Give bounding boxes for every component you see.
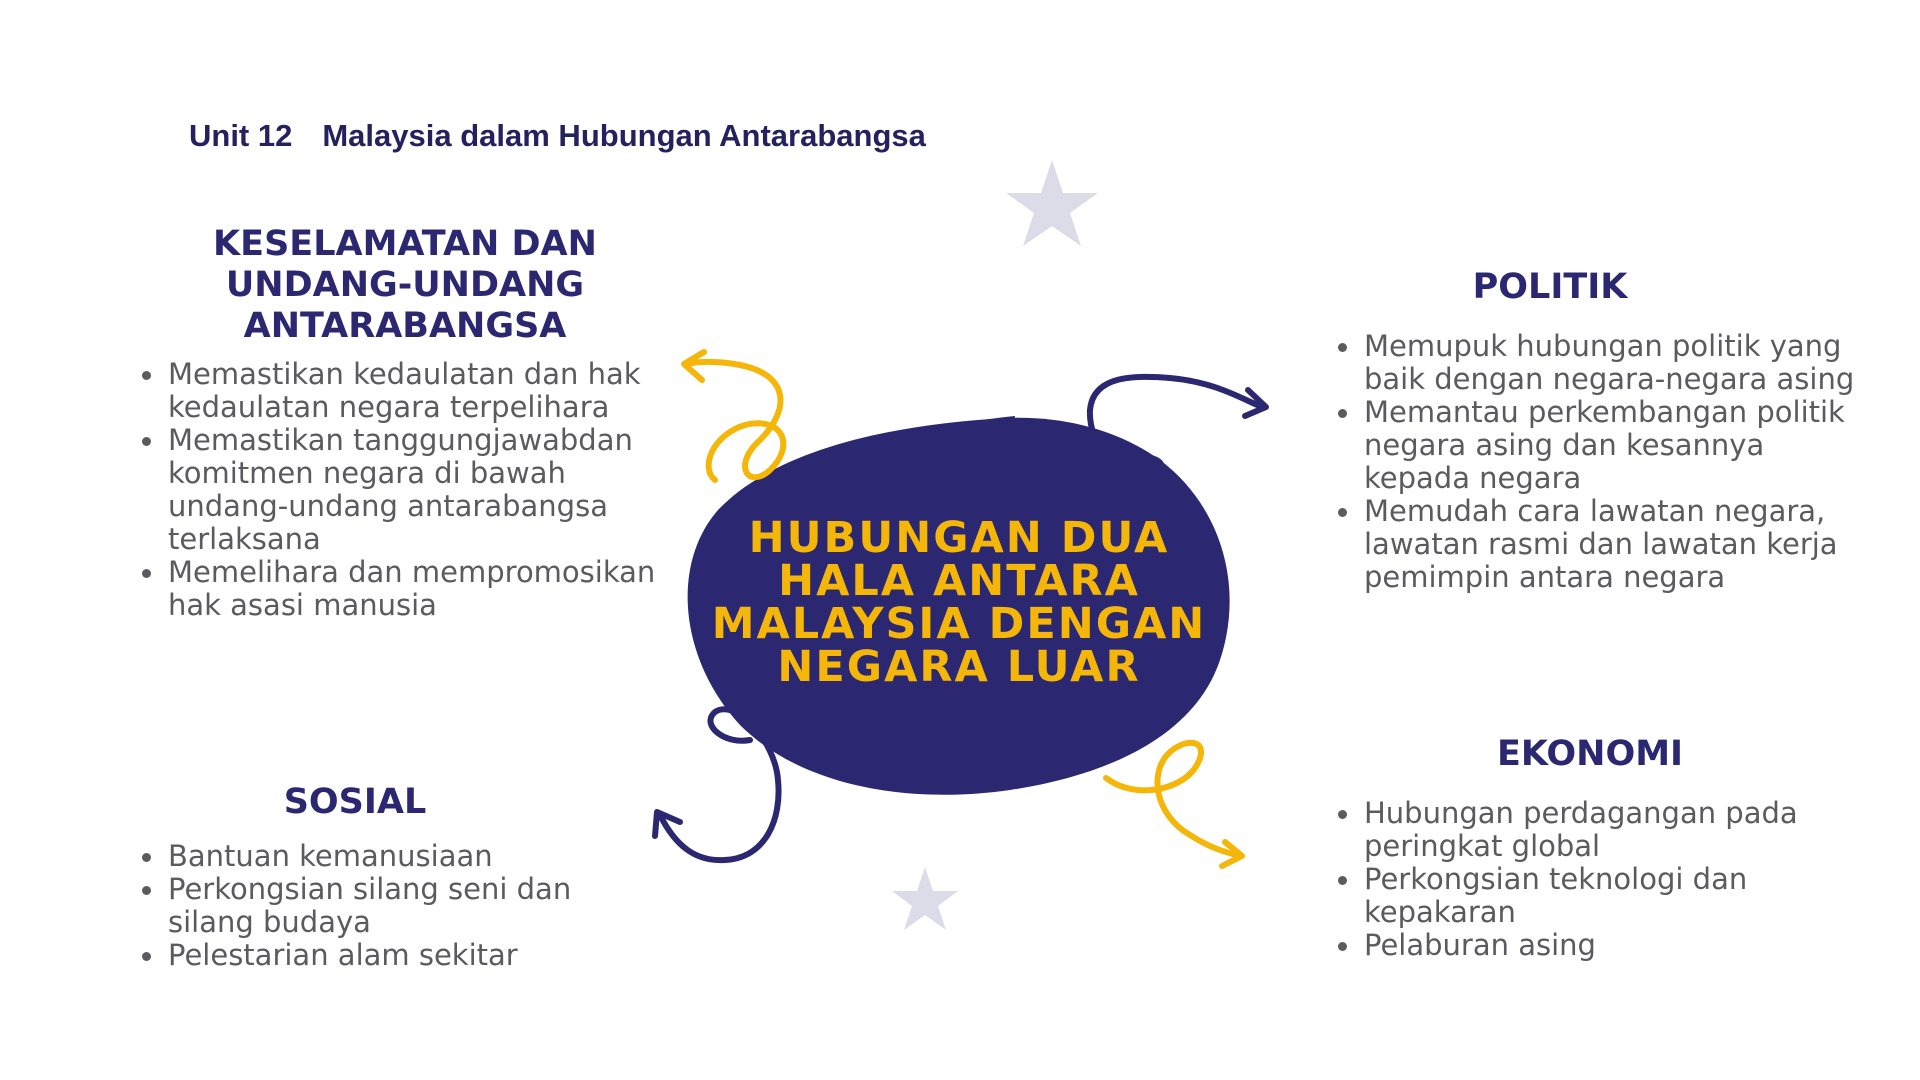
list-item: Pelaburan asing — [1336, 929, 1856, 962]
sosial-list — [140, 840, 660, 972]
center-title: HUBUNGAN DUA HALA ANTARA MALAYSIA DENGAN NEGARA LUAR — [711, 513, 1207, 692]
unit-number: Unit 12 — [189, 118, 293, 153]
list-item: Pelestarian alam sekitar — [140, 939, 660, 972]
unit-header — [189, 118, 926, 154]
list-item: Memelihara dan mempromosikan hak asasi manusia — [140, 556, 665, 622]
ekonomi-list — [1336, 797, 1856, 962]
list-item: Perkongsian silang seni dan silang budaya — [140, 873, 660, 939]
list-item: Memupuk hubungan politik yang baik dengan negara-negara asing — [1336, 330, 1876, 396]
arrow-to-ekonomi-icon — [1106, 743, 1240, 856]
list-item: Perkongsian teknologi dan kepakaran — [1336, 863, 1856, 929]
sosial-heading: SOSIAL — [283, 782, 427, 822]
unit-title: Malaysia dalam Hubungan Antarabangsa — [322, 118, 926, 153]
keselamatan-list — [140, 358, 665, 622]
list-item: Memastikan tanggungjawabdan komitmen negara di bawah undang-undang antarabangsa terlaksana — [140, 424, 665, 556]
keselamatan-heading: KESELAMATAN DAN UNDANG-UNDANG ANTARABANGSA — [213, 224, 597, 346]
star-icon — [1006, 160, 1098, 246]
arrow-head-icon — [684, 352, 704, 380]
list-item: Memastikan kedaulatan dan hak kedaulatan negara terpelihara — [140, 358, 665, 424]
ekonomi-heading: EKONOMI — [1496, 734, 1684, 774]
arrow-to-sosial-icon — [660, 709, 779, 860]
star-icon — [892, 867, 958, 930]
arrow-to-politik-icon — [1090, 377, 1262, 475]
politik-heading: POLITIK — [1472, 267, 1628, 307]
list-item: Bantuan kemanusiaan — [140, 840, 660, 873]
list-item: Memantau perkembangan politik negara asing dan kesannya kepada negara — [1336, 396, 1876, 495]
list-item: Memudah cara lawatan negara, lawatan rasmi dan lawatan kerja pemimpin antara negara — [1336, 495, 1876, 594]
list-item: Hubungan perdagangan pada peringkat global — [1336, 797, 1856, 863]
politik-list — [1336, 330, 1876, 594]
